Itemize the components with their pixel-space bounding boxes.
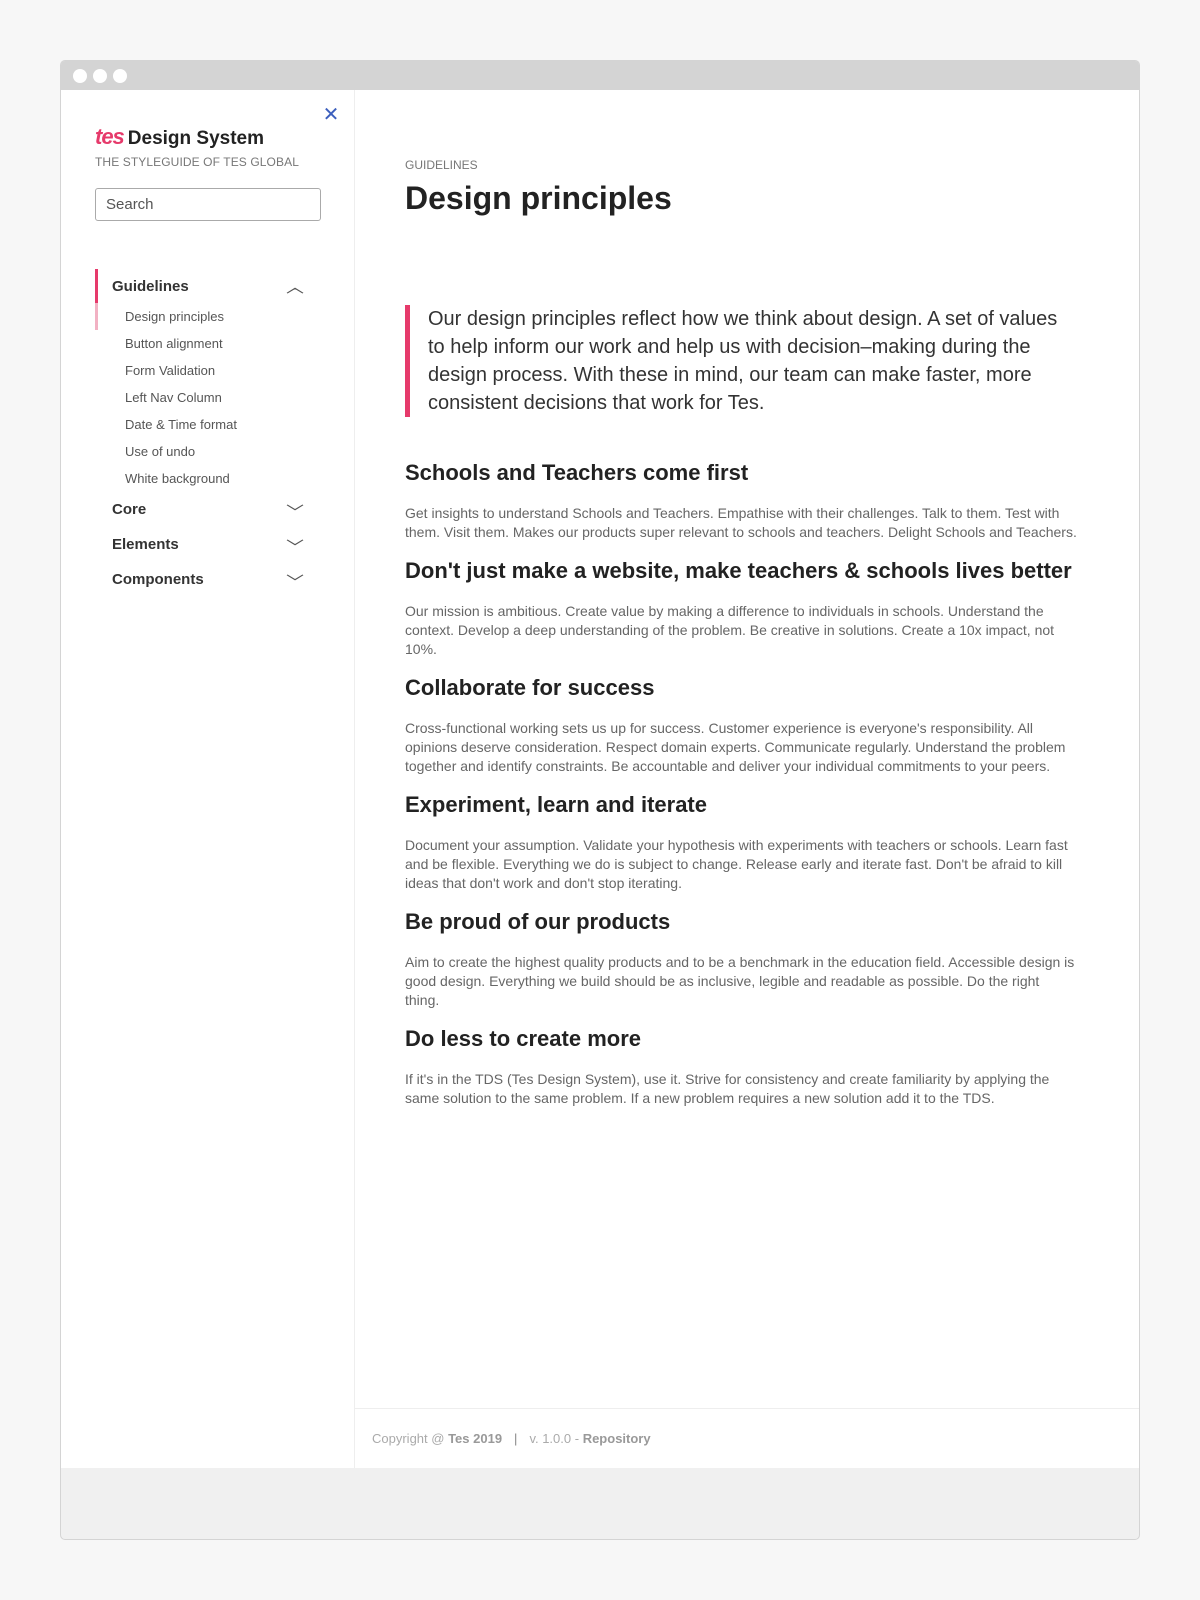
close-icon[interactable]: ✕ [322, 104, 340, 126]
sidebar-item-left-nav-column[interactable]: Left Nav Column [125, 390, 222, 405]
brand-name: Design System [127, 128, 265, 149]
page-footer [355, 1408, 1139, 1468]
principle-section [405, 456, 1077, 542]
sidebar-item-use-of-undo[interactable]: Use of undo [125, 444, 196, 459]
principle-title: Schools and Teachers come first [405, 460, 749, 485]
chevron-down-icon: ﹀ [286, 504, 304, 518]
nav-heading-label: Elements [112, 536, 179, 553]
principle-body: Aim to create the highest quality products and to be a benchmark in the education field. Accessible design is good design. Everything we build should be as inclusive, legible and readable as possible. Do the right thing. [405, 954, 1075, 1008]
principle-body: Cross-functional working sets us up for success. Customer experience is everyone's responsibility. All opinions deserve consideration. Respect domain experts. Communicate regularly. Understand the problem together and identify constraints. Be accountable and deliver your individual commitments to your peers. [405, 720, 1066, 774]
copyright-owner: Tes 2019 [448, 1431, 503, 1446]
principle-section [405, 1022, 1077, 1108]
principle-title: Be proud of our products [405, 909, 671, 934]
nav-heading-label: Core [112, 501, 147, 518]
principle-body: Get insights to understand Schools and Teachers. Empathise with their challenges. Talk to them. Test with them. Visit them. Makes our products super relevant to schools and teachers. Delight Schools and Teachers. [405, 505, 1077, 540]
principle-section [405, 905, 1077, 1010]
sidebar-item-form-validation[interactable]: Form Validation [125, 363, 216, 378]
nav-heading-components[interactable] [95, 562, 321, 597]
chevron-down-icon: ﹀ [286, 574, 304, 588]
guidelines-submenu [95, 303, 321, 492]
nav-heading-guidelines[interactable] [95, 269, 321, 303]
version-text: v. 1.0.0 - [529, 1431, 580, 1446]
sidebar-nav [95, 269, 321, 597]
principle-body: Document your assumption. Validate your hypothesis with experiments with teachers or schools. Learn fast and be flexible. Everything we do is subject to change. Release early and iterate fast. Don't be afraid to kill ideas that don't work and don't stop iterating. [405, 837, 1068, 891]
principle-title: Experiment, learn and iterate [405, 792, 707, 817]
nav-heading-elements[interactable] [95, 527, 321, 562]
page-content [61, 90, 1139, 1468]
repository-link[interactable]: Repository [582, 1431, 651, 1446]
window-control-dot[interactable] [93, 69, 107, 83]
principle-title: Don't just make a website, make teachers & schools lives better [405, 558, 1072, 583]
browser-window [60, 60, 1140, 1540]
sidebar-item-button-alignment[interactable]: Button alignment [125, 336, 223, 351]
window-titlebar [61, 61, 1139, 90]
principle-title: Collaborate for success [405, 675, 655, 700]
brand[interactable] [95, 124, 264, 150]
principle-section [405, 554, 1077, 659]
main-content [355, 90, 1139, 1468]
search-input[interactable] [95, 188, 321, 221]
principle-section [405, 671, 1077, 776]
nav-section-guidelines [95, 269, 321, 492]
breadcrumb[interactable]: GUIDELINES [405, 158, 478, 172]
principle-body: Our mission is ambitious. Create value by making a difference to individuals in schools. Understand the context. Develop a deep understanding of the problem. Be creative in solutions. Create a 10x impact, not 10%. [405, 603, 1055, 657]
copyright-text: Copyright @ [372, 1431, 445, 1446]
sidebar-item-design-principles[interactable]: Design principles [95, 303, 321, 330]
brand-tagline: THE STYLEGUIDE OF TES GLOBAL [95, 155, 299, 169]
chevron-down-icon: ﹀ [286, 539, 304, 553]
nav-heading-label: Guidelines [112, 277, 189, 295]
sidebar-item-white-background[interactable]: White background [125, 471, 230, 486]
sidebar-item-date-time-format[interactable]: Date & Time format [125, 417, 237, 432]
principles-list [405, 456, 1077, 1120]
footer-separator: | [514, 1431, 518, 1446]
principle-body: If it's in the TDS (Tes Design System), use it. Strive for consistency and create familiarity by applying the same solution to the same problem. If a new problem requires a new solution add it to the TDS. [405, 1071, 1050, 1106]
nav-heading-core[interactable] [95, 492, 321, 527]
principle-title: Do less to create more [405, 1026, 641, 1051]
sidebar [61, 90, 355, 1468]
window-control-dot[interactable] [73, 69, 87, 83]
page-title: Design principles [405, 180, 672, 216]
intro-quote: Our design principles reflect how we think about design. A set of values to help inform our work and help us with decision–making during the design process. With these in mind, our team can make faster, more consistent decisions that work for Tes. [405, 305, 1077, 417]
chevron-up-icon: ︿ [286, 281, 304, 295]
tes-logo: tes [95, 124, 124, 149]
window-control-dot[interactable] [113, 69, 127, 83]
nav-heading-label: Components [112, 571, 204, 588]
principle-section [405, 788, 1077, 893]
